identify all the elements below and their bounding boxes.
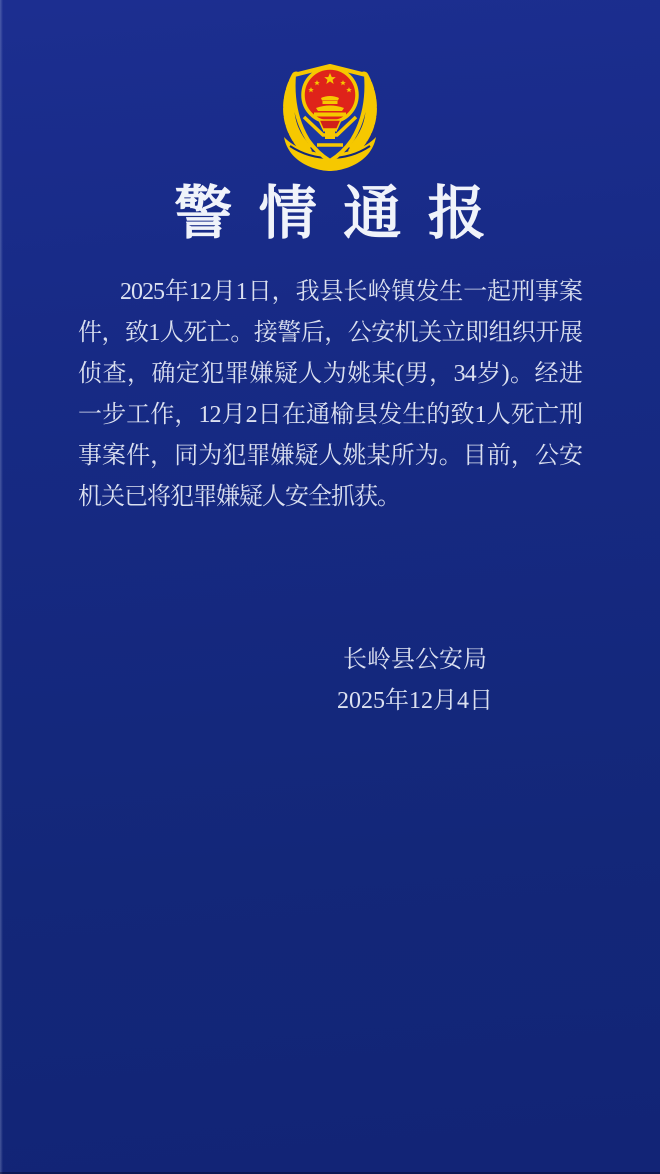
signature-block bbox=[337, 640, 493, 722]
body-line: 2025年12月1日，我县长岭镇发生一起刑事案 bbox=[120, 279, 582, 305]
police-emblem-icon bbox=[276, 60, 384, 172]
signature-agency: 长岭县公安局 bbox=[343, 647, 487, 673]
body-line: 件，致1人死亡。接警后，公安机关立即组织开展 bbox=[78, 320, 582, 346]
body-line: 一步工作，12月2日在通榆县发生的致1人死亡刑 bbox=[78, 402, 582, 428]
signature-date: 2025年12月4日 bbox=[337, 688, 493, 714]
notice-title: 警 情 通 报 bbox=[174, 181, 486, 246]
body-line: 事案件，同为犯罪嫌疑人姚某所为。目前，公安 bbox=[78, 443, 582, 469]
notice-body bbox=[78, 272, 582, 518]
body-line: 侦查，确定犯罪嫌疑人为姚某(男，34岁)。经进 bbox=[78, 361, 582, 387]
body-line: 机关已将犯罪嫌疑人安全抓获。 bbox=[78, 484, 400, 510]
left-edge-artifact bbox=[0, 0, 3, 1174]
